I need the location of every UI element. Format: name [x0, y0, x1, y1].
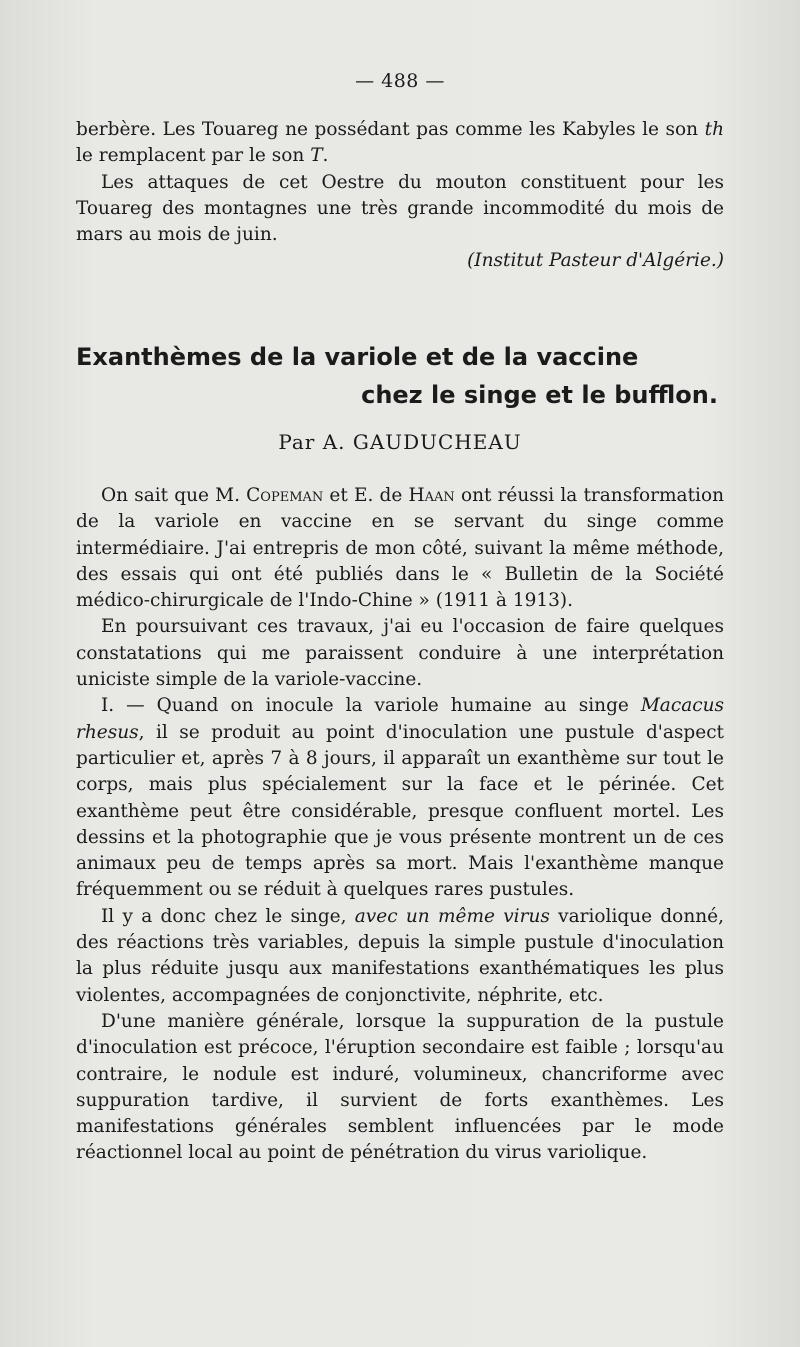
text-run: I. — Quand on inocule la variole humaine au singe: [101, 695, 641, 717]
previous-article-end: [76, 117, 724, 275]
text-run: variolique donné, des réactions très variables, depuis la simple pustule d'inoculation la plus réduite jusqu aux manifestations exanthématiques les plus violentes, accompagnées de conjonctivite, néphrite, etc.: [76, 905, 724, 1006]
article-paragraph-2: En poursuivant ces travaux, j'ai eu l'occasion de faire quelques constatations qui me paraissent conduire à une interprétation uniciste simple de la variole-vaccine.: [76, 616, 724, 691]
author-name: Copeman: [246, 485, 324, 506]
article-title: [76, 338, 724, 414]
page-number: — 488 —: [355, 70, 445, 92]
text-run: le remplacent par le son: [76, 145, 311, 167]
previous-paragraph-1: [76, 117, 724, 170]
text-run: , il se produit au point d'inoculation une pustule d'aspect particulier et, après 7 à 8 jours, il apparaît un exanthème sur tout le corps, mais plus spécialement sur la face et le périnée. Cet exanthème peut être considérable, presque confluent mortel. Les dessins et la photographie que je vous présente montrent un de ces animaux peu de temps après sa mort. Mais l'exanthème manque fréquemment ou se réduit à quelques rares pustules.: [76, 721, 724, 901]
previous-paragraph-2: Les attaques de cet Oestre du mouton constituent pour les Touareg des montagnes une très grande incommodité du mois de mars au mois de juin.: [76, 171, 724, 246]
text-run: ont réussi la transformation de la variole en vaccine en se servant du singe comme intermédiaire. J'ai entrepris de mon côté, suivant la même méthode, des essais qui ont été publiés dans le « Bulletin de la Société médico-chirurgicale de l'Indo-Chine » (1911 à 1913).: [76, 485, 724, 612]
text-run: .: [322, 145, 329, 167]
text-run: et E. de: [323, 485, 409, 506]
author-name: Haan: [408, 485, 455, 506]
species-name: Macacus rhesus: [76, 695, 724, 743]
italic-run: th: [704, 119, 724, 140]
institution-signature: (Institut Pasteur d'Algérie.): [467, 250, 724, 272]
italic-run: avec un même virus: [354, 905, 550, 927]
article-body: [76, 483, 724, 1167]
article-title-line-1: Exanthèmes de la variole et de la vaccine: [76, 343, 639, 371]
article-paragraph-5: D'une manière générale, lorsque la suppuration de la pustule d'inoculation est précoce, l'éruption secondaire est faible ; lorsqu'au contraire, le nodule est induré, volumineux, chancriforme avec suppuration tardive, il survient de forts exanthèmes. Les manifestations générales semblent influencées par le mode réactionnel local au point de pénétration du virus variolique.: [76, 1010, 724, 1164]
article-paragraph-4: [76, 904, 724, 1009]
article-paragraph-3: [76, 693, 724, 903]
text-run: Il y a donc chez le singe,: [101, 905, 355, 927]
italic-run: T: [310, 145, 323, 167]
article-title-line-2: chez le singe et le bufflon.: [361, 381, 718, 409]
author-byline: Par A. GAUDUCHEAU: [278, 430, 522, 454]
article-paragraph-1: [76, 483, 724, 614]
text-run: berbère. Les Touareg ne possédant pas comme les Kabyles le son: [76, 119, 705, 140]
text-run: On sait que M.: [101, 485, 247, 506]
